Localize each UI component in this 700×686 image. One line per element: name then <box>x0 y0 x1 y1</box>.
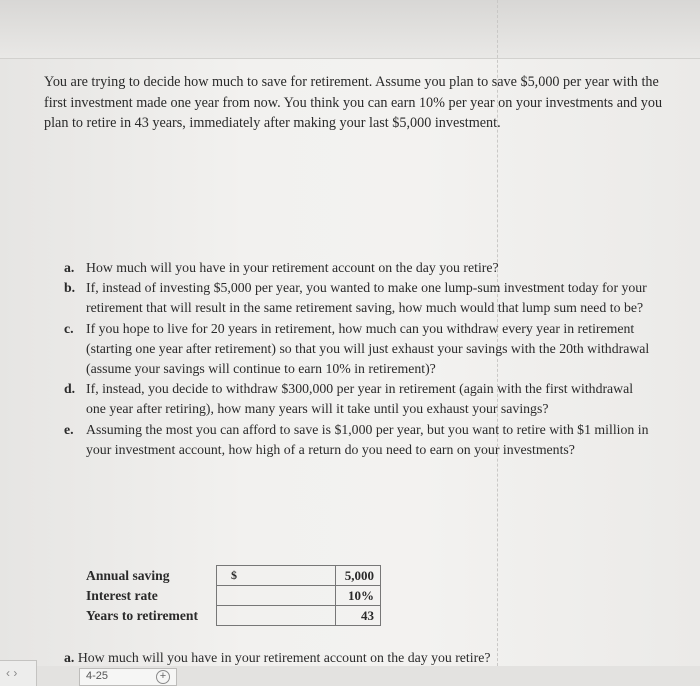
question-text: Assuming the most you can afford to save is $1,000 per year, but you want to retire with $1 million in your investment account, how high of a return do you need to earn on your investments? <box>86 421 649 457</box>
question-text: If, instead of investing $5,000 per year, you wanted to make one lump-sum investment today for your retirement that will result in the same retirement saving, how much would that lump sum need to be? <box>86 280 647 316</box>
answer-input[interactable] <box>79 668 177 686</box>
question-list <box>64 258 654 460</box>
annual-saving-label: Annual saving <box>86 567 170 583</box>
empty-cell <box>217 606 336 626</box>
question-text: How much will you have in your retirement account on the day you retire? <box>86 260 499 275</box>
empty-cell <box>217 586 336 606</box>
question-letter: c. <box>64 320 74 336</box>
answer-input-label: 4-25 <box>86 670 109 682</box>
interest-rate-value: 10% <box>336 586 381 606</box>
parameters-table <box>84 565 381 626</box>
table-row <box>84 566 381 586</box>
question-text: If you hope to live for 20 years in retirement, how much can you withdraw every year in retirement (starting one year after retirement) so that you will just exhaust your savings with the 20th withdrawal (assume your savings will continue to earn 10% in retirement)? <box>86 320 650 377</box>
nav-tab[interactable] <box>0 660 37 686</box>
answer-prompt <box>64 650 664 666</box>
problem-intro: You are trying to decide how much to save for retirement. Assume you plan to save $5,000 per year with the first investment made one year from now. You think you can earn 10% per year on your investments and you plan to retire in 43 years, immediately after making your last $5,000 investment. <box>44 74 663 132</box>
table-row <box>84 606 381 626</box>
plus-icon[interactable]: + <box>156 670 170 684</box>
years-to-retirement-label: Years to retirement <box>86 607 198 623</box>
question-d <box>64 379 654 419</box>
question-a <box>64 258 654 278</box>
question-text: If, instead, you decide to withdraw $300,000 per year in retirement (again with the first withdrawal one year after retiring), how many years will it take until you exhaust your savings? <box>86 381 634 417</box>
interest-rate-label: Interest rate <box>86 587 158 603</box>
question-letter: a. <box>64 260 75 275</box>
answer-text: How much will you have in your retirement account on the day you retire? <box>77 650 491 665</box>
question-letter: e. <box>64 421 74 437</box>
question-letter: b. <box>64 280 76 296</box>
years-to-retirement-value: 43 <box>336 606 381 626</box>
annual-saving-value: 5,000 <box>336 566 381 586</box>
question-e <box>64 420 654 460</box>
question-c <box>64 319 654 380</box>
table-row <box>84 586 381 606</box>
top-strip <box>0 0 700 59</box>
nav-arrows: ‹ › <box>6 666 18 680</box>
currency-symbol: $ <box>217 566 336 586</box>
question-letter: d. <box>64 381 76 397</box>
answer-letter: a. <box>64 650 75 665</box>
question-b <box>64 278 654 318</box>
